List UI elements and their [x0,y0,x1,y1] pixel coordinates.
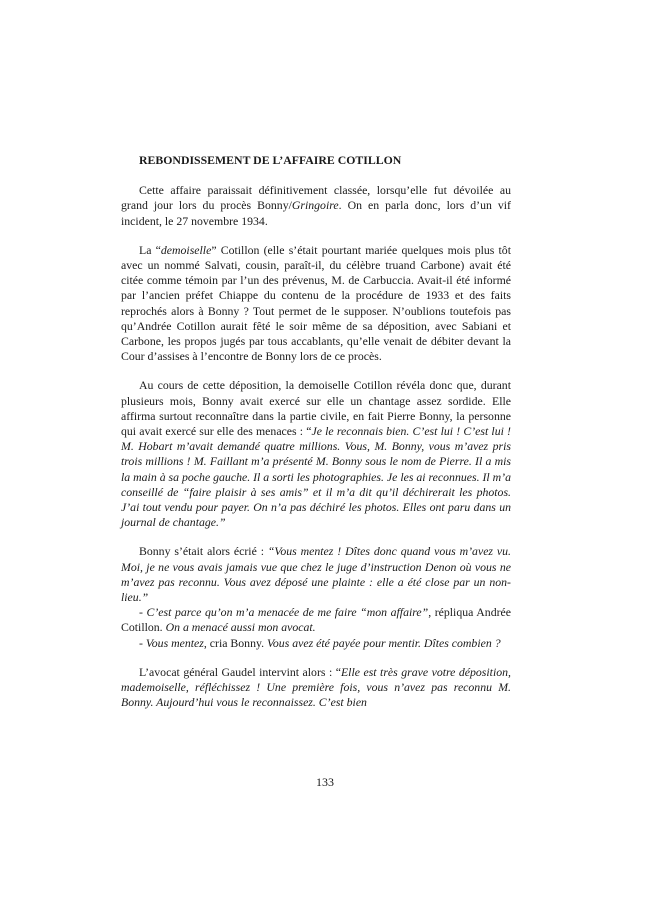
paragraph-1 [121,183,511,229]
paragraph-4 [121,544,511,605]
text-run: . On en parla donc, lors d’un vif incident, le 27 novembre 1934. [121,198,511,228]
text-run: Cette affaire paraissait définitivement classée, lorsqu’elle fut dévoilée au grand jour lors du procès Bonny/ [121,183,511,213]
italic-run: Je le reconnais bien. C’est lui ! C’est lui ! M. Hobart m’avait demandé quatre millions. Vous, M. Bonny, vous m’avez pris trois millions ! M. Faillant m’a présenté M. Bonny sous le nom de Pierre. Il a mis la main à sa poche gauche. Il a sorti les photographies. Je les ai reconnues. Il m’a conseillé de “faire plaisir à ses amis” et il m’a dit qu’il déchirerait les photos. J’ai tout vendu pour payer. On n’a pas déchiré les photos. Elles ont paru dans un journal de chantage.” [121,424,511,530]
text-run: ” Cotillon (elle s’était pourtant mariée quelques mois plus tôt avec un nommé Salvati, cousin, paraît-il, du célèbre truand Carbone) avait été citée comme témoin par l’un des prévenus, M. de Carbuccia. Avait-il été informé par l’ancien préfet Chiappe du contenu de la procédure de 1933 et des faits reprochés alors à Bonny ? Tout permet de le supposer. N’oublions toutefois pas qu’Andrée Cotillon aurait fêté le soir même de sa déposition, avec Sabiani et Carbone, les propos jugés par tous accablants, qu’elle venait de débiter devant la Cour d’assises à l’encontre de Bonny lors de ce procès. [121,242,511,364]
italic-run: Vous avez été payée pour mentir. Dîtes combien ? [267,635,501,650]
italic-run: demoiselle [160,242,212,257]
text-run: La “ [139,242,161,257]
italic-run: - C’est parce qu’on m’a menacée de me faire “mon affaire” [139,605,429,620]
text-run: Bonny s’était alors écrié : [139,544,268,559]
italic-run: “Vous mentez ! Dîtes donc quand vous m’avez vu. Moi, je ne vous avais jamais vue que chez le juge d’instruction Denon où vous ne m’avez pas reconnu. Vous avez déposé une plainte : elle a été close par un non-lieu.” [121,544,511,605]
paragraph-5 [121,605,511,635]
paragraph-7 [121,665,511,711]
paragraph-3 [121,378,511,530]
paragraph-6 [121,636,511,651]
document-page [121,153,511,711]
italic-run: Gringoire [291,198,339,213]
italic-run: On a menacé aussi mon avocat. [165,620,316,635]
page-number: 133 [316,775,334,789]
text-run: Au cours de cette déposition, la demoiselle Cotillon révéla donc que, durant plusieurs mois, Bonny avait exercé sur elle un chantage assez sordide. Elle affirma surtout reconnaître dans la partie civile, en fait Pierre Bonny, la personne qui avait exercé sur elle des menaces : “ [121,378,511,439]
italic-run: Elle est très grave votre déposition, mademoiselle, réfléchissez ! Une première fois, vous n’avez pas reconnu M. Bonny. Aujourd’hui vous le reconnaissez. C’est bien [121,664,511,710]
italic-run: - Vous mentez [139,635,204,650]
text-run: L’avocat général Gaudel intervint alors : “ [139,664,341,679]
section-heading: REBONDISSEMENT DE L’AFFAIRE COTILLON [139,153,402,167]
text-run: , répliqua Andrée Cotillon. [121,605,511,635]
paragraph-2 [121,243,511,365]
text-run: , cria Bonny. [203,635,267,650]
